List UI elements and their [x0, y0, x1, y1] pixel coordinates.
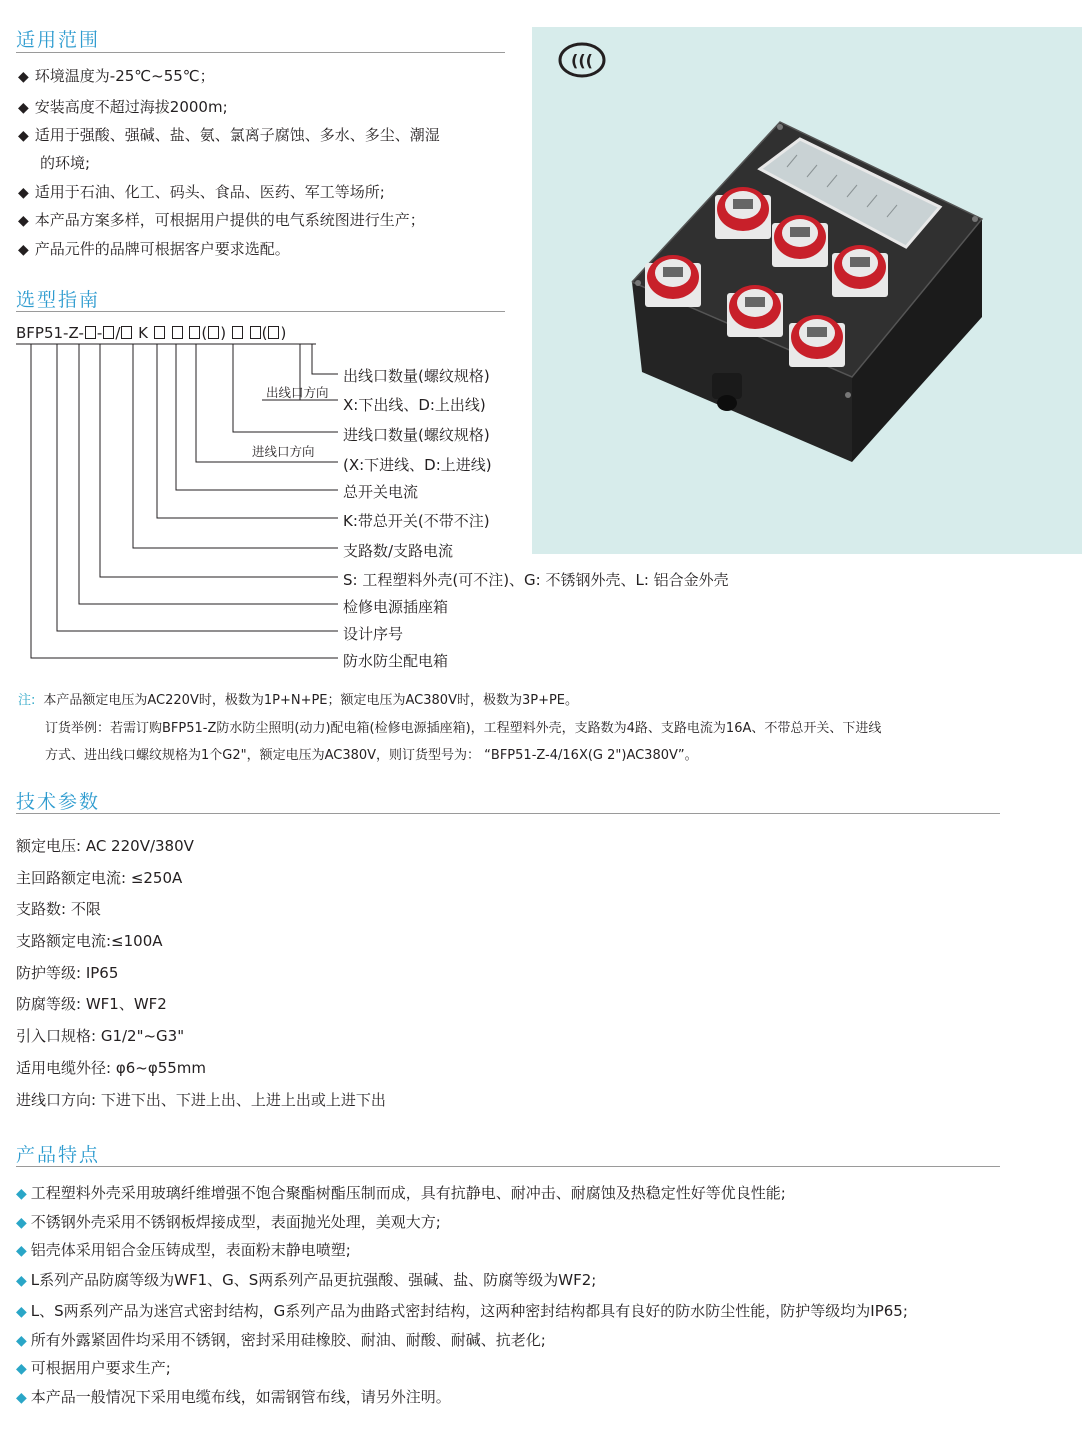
code-label: 防水防尘配电箱 [343, 652, 449, 670]
socket-icon [772, 215, 828, 267]
product-photo [532, 27, 1082, 554]
note-line-2: 订货举例：若需订购BFP51-Z防水防尘照明(动力)配电箱(检修电源插座箱)，工程塑料外壳，支路数为4路、支路电流为16A、不带总开关、下进线 [45, 721, 882, 736]
code-label: 支路数/支路电流 [343, 542, 454, 560]
note-line-1: 注: 本产品额定电压为AC220V时，极数为1P+N+PE；额定电压为AC380V时，极数为3P+PE。 [18, 693, 579, 708]
scope-title: 适用范围 [16, 29, 101, 51]
svg-text:(((: ((( [571, 51, 593, 70]
bullet-diamond-icon: ◆ [18, 100, 29, 116]
code-label: S: 工程塑料外壳(可不注)、G: 不锈钢外壳、L: 铝合金外壳 [343, 571, 729, 589]
scope-rule [16, 52, 505, 53]
spec-item: 额定电压: AC 220V/380V [16, 837, 194, 855]
bullet-diamond-icon: ◆ [16, 1390, 27, 1406]
feature-item: ◆ 工程塑料外壳采用玻璃纤维增强不饱合聚酯树酯压制而成，具有抗静电、耐冲击、耐腐蚀及热稳定性好等优良性能; [16, 1184, 786, 1202]
code-label: X:下出线、D:上出线) [343, 396, 486, 414]
code-label: (X:下进线、D:上进线) [343, 456, 492, 474]
bullet-diamond-icon: ◆ [18, 69, 29, 85]
spec-item: 防护等级: IP65 [16, 964, 119, 982]
spec-item: 主回路额定电流: ≤250A [16, 869, 183, 887]
bullet-diamond-icon: ◆ [16, 1361, 27, 1377]
selection-rule [16, 311, 505, 312]
spec-item: 支路数: 不限 [16, 900, 101, 918]
socket-icon [715, 187, 771, 239]
code-label: 进线口数量(螺纹规格) [343, 426, 490, 444]
ccc-mark-icon [560, 44, 604, 76]
model-code: BFP51-Z- - / K ( ) ( ) [16, 324, 287, 342]
code-label: 总开关电流 [343, 483, 419, 501]
feature-item: ◆ L系列产品防腐等级为WF1、G、S两系列产品更抗强酸、强碱、盐、防腐等级为WF2; [16, 1271, 597, 1289]
selection-title: 选型指南 [16, 289, 101, 311]
features-title: 产品特点 [16, 1144, 101, 1166]
scope-item: ◆ 产品元件的品牌可根据客户要求选配。 [18, 240, 290, 258]
feature-item: ◆ 可根据用户要求生产; [16, 1359, 171, 1377]
bullet-diamond-icon: ◆ [16, 1273, 27, 1289]
feature-item: ◆ 铝壳体采用铝合金压铸成型，表面粉末静电喷塑; [16, 1241, 351, 1259]
in-dir-label: 进线口方向 [252, 444, 315, 459]
code-label: 设计序号 [343, 625, 404, 643]
feature-item: ◆ 本产品一般情况下采用电缆布线，如需钢管布线，请另外注明。 [16, 1388, 451, 1406]
spec-item: 防腐等级: WF1、WF2 [16, 995, 167, 1013]
code-label: K:带总开关(不带不注) [343, 512, 490, 530]
spec-item: 引入口规格: G1/2"~G3" [16, 1027, 185, 1045]
bullet-diamond-icon: ◆ [16, 1215, 27, 1231]
bullet-diamond-icon: ◆ [16, 1333, 27, 1349]
scope-item: ◆ 适用于强酸、强碱、盐、氨、氯离子腐蚀、多水、多尘、潮湿 [18, 126, 440, 144]
code-label: 出线口数量(螺纹规格) [343, 367, 490, 385]
bullet-diamond-icon: ◆ [16, 1243, 27, 1259]
spec-item: 适用电缆外径: φ6~φ55mm [16, 1059, 207, 1077]
bullet-diamond-icon: ◆ [18, 128, 29, 144]
socket-icon [645, 255, 701, 307]
specs-title: 技术参数 [16, 791, 101, 813]
socket-icon [832, 245, 888, 297]
bullet-diamond-icon: ◆ [16, 1304, 27, 1320]
specs-rule [16, 813, 1000, 814]
feature-item: ◆ 所有外露紧固件均采用不锈钢，密封采用硅橡胶、耐油、耐酸、耐碱、抗老化; [16, 1331, 546, 1349]
bullet-diamond-icon: ◆ [18, 185, 29, 201]
note-line-3: 方式、进出线口螺纹规格为1个G2"，额定电压为AC380V，则订货型号为： “BFP51-Z-4/16X(G 2")AC380V”。 [45, 748, 698, 763]
feature-item: ◆ L、S两系列产品为迷宫式密封结构，G系列产品为曲路式密封结构，这两种密封结构都具有良好的防水防尘性能，防护等级均为IP65; [16, 1302, 908, 1320]
scope-item-cont: 的环境; [40, 154, 91, 172]
feature-item: ◆ 不锈钢外壳采用不锈钢板焊接成型，表面抛光处理，美观大方; [16, 1213, 441, 1231]
scope-item: ◆ 适用于石油、化工、码头、食品、医药、军工等场所; [18, 183, 385, 201]
socket-icon [789, 315, 845, 367]
socket-icon [727, 285, 783, 337]
scope-item: ◆ 安装高度不超过海拔2000m; [18, 98, 228, 116]
out-dir-label: 出线口方向 [266, 385, 329, 400]
bullet-diamond-icon: ◆ [16, 1186, 27, 1202]
distribution-box-illustration [532, 27, 1082, 554]
bullet-diamond-icon: ◆ [18, 213, 29, 229]
spec-item: 进线口方向: 下进下出、下进上出、上进上出或上进下出 [16, 1091, 386, 1109]
bullet-diamond-icon: ◆ [18, 242, 29, 258]
features-rule [16, 1166, 1000, 1167]
code-label: 检修电源插座箱 [343, 598, 449, 616]
scope-item: ◆ 环境温度为-25℃~55℃； [18, 67, 215, 85]
scope-item: ◆ 本产品方案多样，可根据用户提供的电气系统图进行生产； [18, 211, 425, 229]
spec-item: 支路额定电流:≤100A [16, 932, 163, 950]
